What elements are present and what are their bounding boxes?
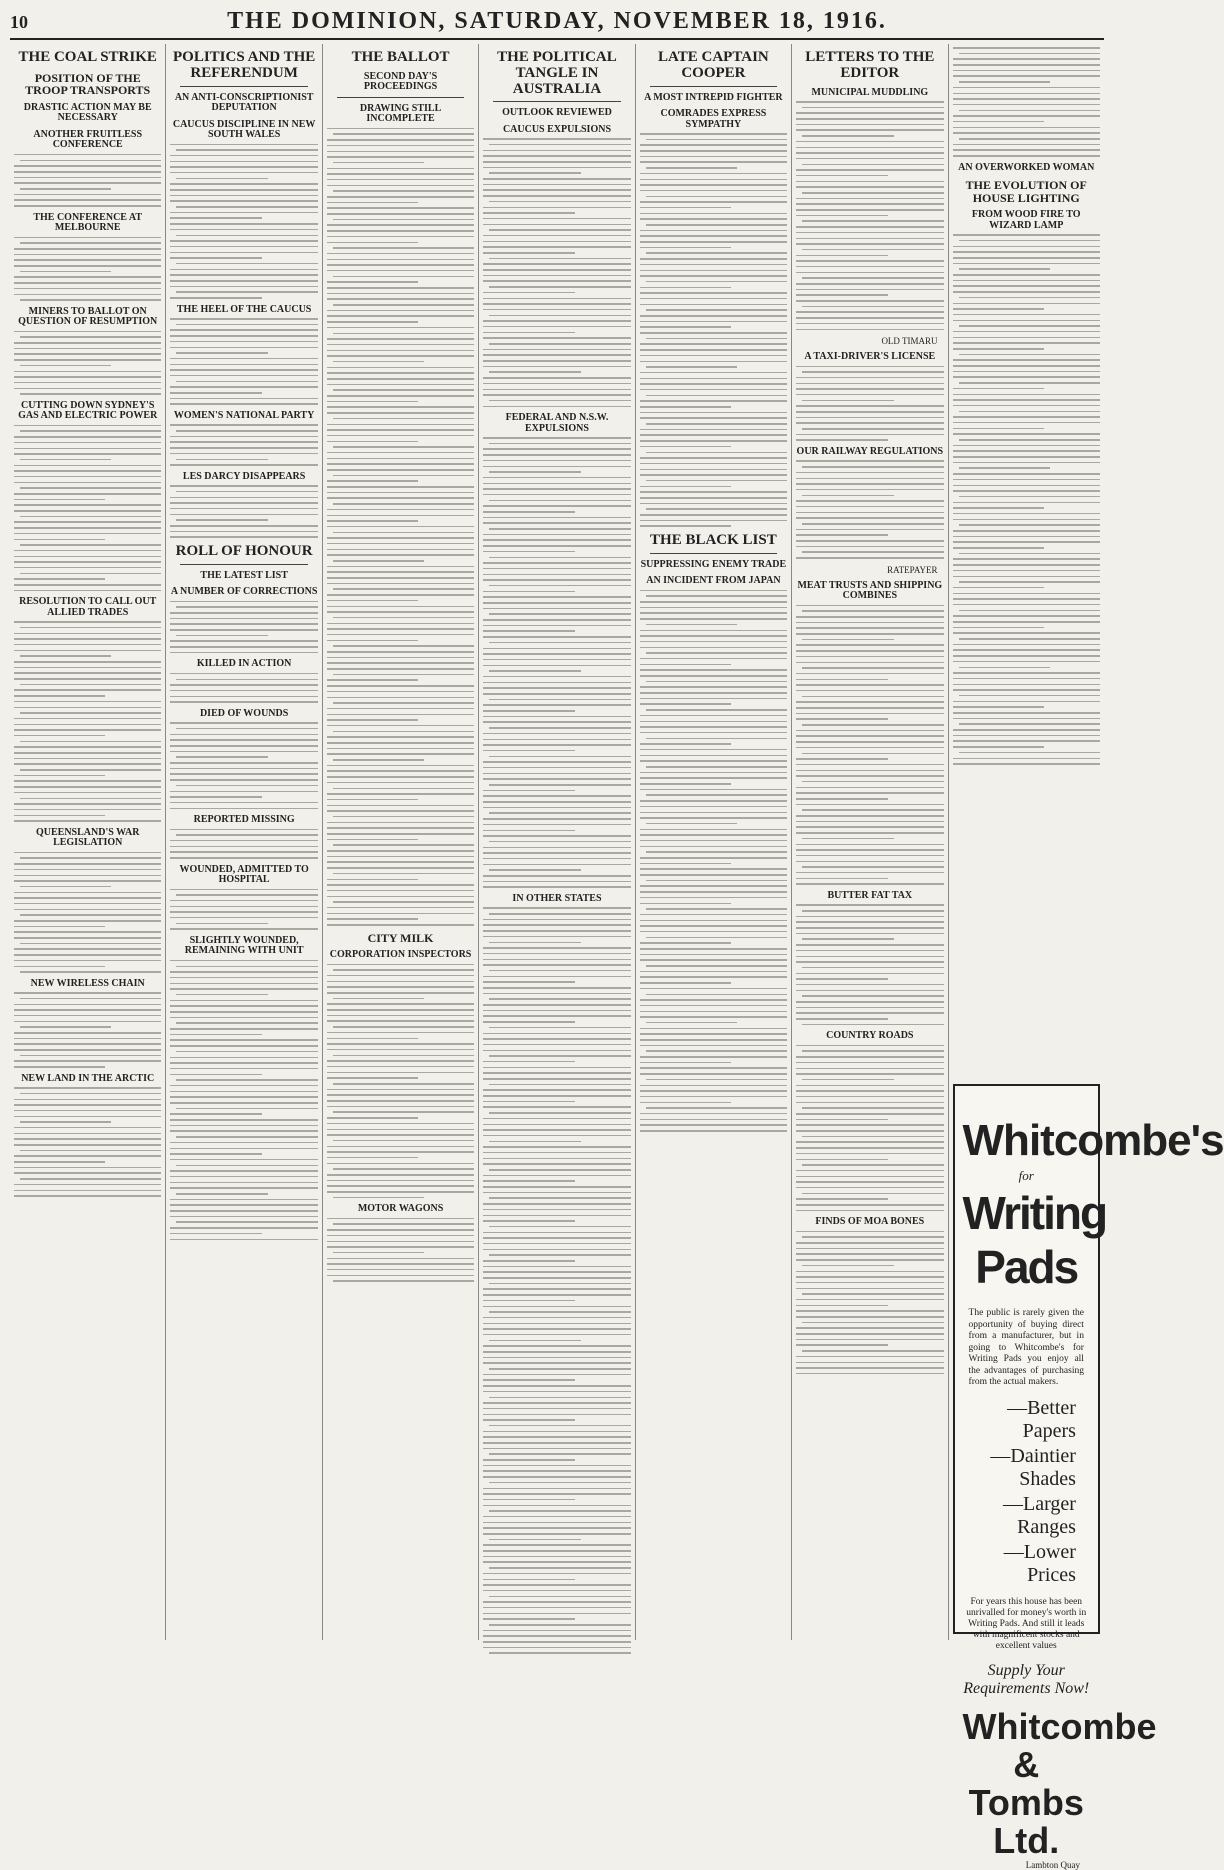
- subhead: LES DARCY DISAPPEARS: [182, 470, 306, 482]
- article-text-block: [170, 318, 317, 405]
- column-6: [792, 44, 948, 1640]
- subhead: MEAT TRUSTS AND SHIPPING COMBINES: [797, 579, 943, 602]
- column-1: [10, 44, 166, 1640]
- article-text-block: [640, 590, 787, 1132]
- subhead: CAUCUS DISCIPLINE IN NEW SOUTH WALES: [172, 118, 316, 140]
- ad-bullet: —Larger Ranges: [1003, 1492, 1076, 1538]
- column-4: [479, 44, 635, 1640]
- subhead: THE CONFERENCE AT MELBOURNE: [33, 211, 143, 234]
- subhead: IN OTHER STATES: [512, 892, 602, 904]
- article-text-block: [483, 138, 630, 407]
- subhead: CORPORATION INSPECTORS: [329, 949, 472, 961]
- headline-letters: LETTERS TO THE EDITOR: [805, 49, 935, 81]
- article-text-block: [170, 673, 317, 703]
- column-5: [636, 44, 792, 1640]
- subhead: REPORTED MISSING: [193, 814, 295, 826]
- ad-bullets: [963, 1397, 1090, 1587]
- article-text-block: [170, 424, 317, 465]
- headline-house-lighting: THE EVOLUTION OF HOUSE LIGHTING: [965, 178, 1087, 205]
- masthead: [10, 8, 1104, 40]
- subhead: CITY MILK: [367, 930, 434, 945]
- article-text-block: [170, 889, 317, 930]
- subhead: OUR RAILWAY REGULATIONS: [796, 445, 944, 457]
- newspaper-page: [10, 8, 1224, 1870]
- article-text-block: [14, 621, 161, 822]
- subhead: WOMEN'S NATIONAL PARTY: [173, 409, 315, 421]
- ad-bullet: —Better Papers: [1007, 1396, 1076, 1442]
- subhead: NEW WIRELESS CHAIN: [30, 977, 145, 989]
- ad-address: Lambton Quay: [1025, 1859, 1080, 1870]
- article-text-block: [14, 852, 161, 973]
- article-text-block: [953, 234, 1100, 764]
- article-text-block: [170, 722, 317, 809]
- article-text-block: [14, 425, 161, 591]
- subhead: A NUMBER OF CORRECTIONS: [170, 586, 318, 598]
- ad-call-to-action: Supply Your Requirements Now!: [963, 1661, 1090, 1697]
- subhead: SECOND DAY'S PROCEEDINGS: [363, 70, 438, 93]
- headline-roll-of-honour: ROLL OF HONOUR: [175, 542, 313, 559]
- subhead: AN INCIDENT FROM JAPAN: [646, 575, 781, 587]
- article-text-block: [327, 964, 474, 1199]
- article-text-block: [796, 904, 943, 1025]
- ad-bullet: —Daintier Shades: [990, 1444, 1076, 1490]
- subhead: THE LATEST LIST: [200, 569, 288, 581]
- subhead: COUNTRY ROADS: [826, 1030, 914, 1042]
- ad-note: For years this house has been unrivalled for money's worth in Writing Pads. And still it leads with magnificent stocks and excellent values: [966, 1596, 1087, 1651]
- subhead: POSITION OF THE TROOP TRANSPORTS: [25, 70, 151, 98]
- subhead: DIED OF WOUNDS: [199, 707, 289, 719]
- article-text-block: [953, 47, 1100, 157]
- article-text-block: [327, 1218, 474, 1282]
- subhead: SUPPRESSING ENEMY TRADE: [640, 558, 787, 570]
- subhead: SLIGHTLY WOUNDED, REMAINING WITH UNIT: [184, 934, 304, 957]
- subhead: KILLED IN ACTION: [196, 658, 292, 670]
- subhead: MINERS TO BALLOT ON QUESTION OF RESUMPTION: [18, 305, 158, 328]
- headline-black-list: THE BLACK LIST: [650, 531, 777, 548]
- subhead: AN ANTI-CONSCRIPTIONIST DEPUTATION: [174, 91, 314, 113]
- ad-body-text: The public is rarely given the opportunity of buying direct from a manufacturer, but in going to Whitcombe's for Writing Pads you enjoy all the advantages of purchasing from the actual makers.: [968, 1308, 1084, 1387]
- subhead: A TAXI-DRIVER'S LICENSE: [804, 351, 936, 362]
- article-text-block: [796, 366, 943, 441]
- ad-product: Writing Pads: [962, 1187, 1107, 1293]
- subhead: A MOST INTREPID FIGHTER: [644, 91, 783, 103]
- article-text-block: [14, 331, 161, 395]
- article-text-block: [14, 237, 161, 301]
- article-text-block: [170, 485, 317, 538]
- column-3: [323, 44, 479, 1640]
- article-text-block: [483, 437, 630, 888]
- subhead: DRAWING STILL INCOMPLETE: [359, 102, 442, 125]
- subhead: DRASTIC ACTION MAY BE NECESSARY: [23, 101, 152, 124]
- headline-coal-strike: THE COAL STRIKE: [18, 49, 157, 65]
- article-text-block: [170, 144, 317, 299]
- subhead: BUTTER FAT TAX: [827, 889, 913, 901]
- whitcombe-advertisement: [953, 1084, 1224, 1870]
- article-text-block: [796, 605, 943, 885]
- column-7: [949, 44, 1224, 1870]
- headline-politics: POLITICS AND THE REFERENDUM: [173, 49, 316, 81]
- subhead: AN OVERWORKED WOMAN: [958, 161, 1095, 173]
- article-text-block: [327, 128, 474, 926]
- ad-bullet: —Lower Prices: [1003, 1540, 1076, 1586]
- subhead: RESOLUTION TO CALL OUT ALLIED TRADES: [19, 596, 157, 618]
- masthead-title: THE DOMINION, SATURDAY, NOVEMBER 18, 1916.: [227, 8, 887, 34]
- article-text-block: [170, 960, 317, 1240]
- ad-brand: Whitcombe's: [962, 1116, 1224, 1165]
- letter-signature: RATEPAYER: [887, 564, 938, 575]
- article-text-block: [170, 601, 317, 654]
- subhead: NEW LAND IN THE ARCTIC: [21, 1072, 155, 1084]
- column-2: [166, 44, 322, 1640]
- headline-captain-cooper: LATE CAPTAIN COOPER: [658, 49, 769, 81]
- subhead: CUTTING DOWN SYDNEY'S GAS AND ELECTRIC POWER: [18, 399, 158, 422]
- subhead: QUEENSLAND'S WAR LEGISLATION: [35, 826, 140, 849]
- subhead: THE HEEL OF THE CAUCUS: [176, 303, 312, 315]
- subhead: FEDERAL AND N.S.W. EXPULSIONS: [505, 412, 609, 434]
- article-text-block: [640, 133, 787, 527]
- headline-political-tangle: THE POLITICAL TANGLE IN AUSTRALIA: [497, 49, 617, 97]
- article-text-block: [483, 907, 630, 1654]
- headline-ballot: THE BALLOT: [351, 49, 450, 65]
- page-number: 10: [10, 12, 28, 32]
- subhead: ANOTHER FRUITLESS CONFERENCE: [33, 128, 143, 151]
- letter-signature: OLD TIMARU: [881, 336, 938, 346]
- article-text-block: [796, 101, 943, 330]
- subhead: FROM WOOD FIRE TO WIZARD LAMP: [971, 209, 1081, 231]
- subhead: MOTOR WAGONS: [357, 1203, 444, 1215]
- ad-for-text: for: [1018, 1168, 1034, 1183]
- subhead: FINDS OF MOA BONES: [815, 1216, 925, 1228]
- article-text-block: [14, 154, 161, 207]
- article-text-block: [796, 1045, 943, 1211]
- article-text-block: [796, 460, 943, 558]
- ad-company: Whitcombe & Tombs Ltd.: [962, 1705, 1157, 1861]
- columns: [10, 44, 1224, 1870]
- subhead: OUTLOOK REVIEWED: [502, 107, 612, 119]
- article-text-block: [170, 829, 317, 859]
- article-text-block: [796, 1231, 943, 1375]
- article-text-block: [14, 992, 161, 1067]
- subhead: COMRADES EXPRESS SYMPATHY: [660, 108, 767, 130]
- subhead: CAUCUS EXPULSIONS: [502, 123, 612, 135]
- subhead: MUNICIPAL MUDDLING: [811, 86, 929, 98]
- article-text-block: [14, 1087, 161, 1197]
- subhead: WOUNDED, ADMITTED TO HOSPITAL: [179, 863, 309, 885]
